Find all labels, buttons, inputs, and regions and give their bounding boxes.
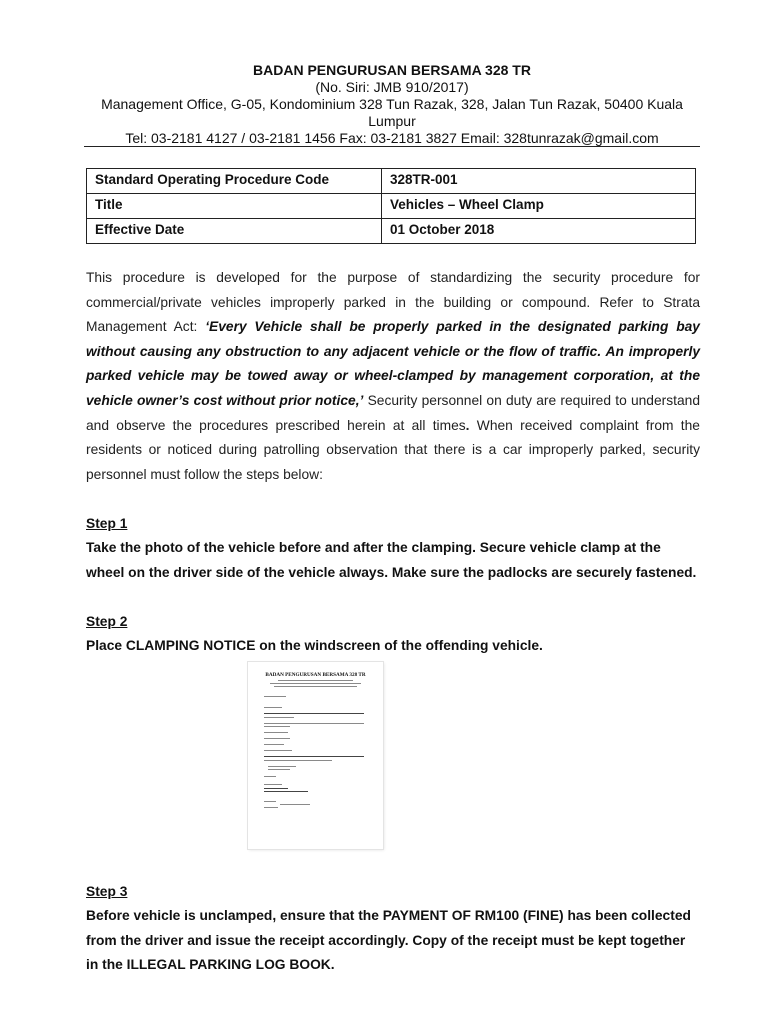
title-value: Vehicles – Wheel Clamp xyxy=(382,194,696,219)
title-label: Title xyxy=(87,194,382,219)
sop-info-table xyxy=(86,168,696,244)
intro-paragraph xyxy=(86,266,700,487)
intro-period: . xyxy=(465,417,470,433)
step-3-heading: Step 3 xyxy=(86,884,128,899)
intro-text: This procedure is developed for the purpose of standardizing the security procedure for commercial/private vehicles improperly parked in the building or compound. Refer to Strata Management Act: xyxy=(86,270,700,335)
sop-code-value: 328TR-001 xyxy=(382,169,696,194)
table-row xyxy=(87,169,696,194)
clamping-notice-image xyxy=(248,662,383,849)
header-divider xyxy=(84,146,700,147)
intro-text: Security personnel on duty are required to understand and observe the procedures prescribed herein at all times xyxy=(86,392,700,433)
letterhead xyxy=(84,62,700,147)
organization-name: BADAN PENGURUSAN BERSAMA 328 TR xyxy=(253,62,531,78)
effective-date-value: 01 October 2018 xyxy=(382,219,696,244)
step-2-heading: Step 2 xyxy=(86,614,128,629)
table-row xyxy=(87,219,696,244)
table-row xyxy=(87,194,696,219)
step-2-text: Place CLAMPING NOTICE on the windscreen of the offending vehicle. xyxy=(86,638,543,653)
sop-code-label: Standard Operating Procedure Code xyxy=(87,169,382,194)
step-1-heading: Step 1 xyxy=(86,516,128,531)
strata-act-quote: ‘Every Vehicle shall be properly parked in the designated parking bay without causing any obstruction to any adjacent vehicle or the flow of traffic. An improperly parked vehicle may be towed away or wheel-clamped by management corporation, at the vehicle owner’s cost without prior notice,’ xyxy=(86,319,700,408)
registration-number: (No. Siri: JMB 910/2017) xyxy=(315,79,469,95)
contact-details: Tel: 03-2181 4127 / 03-2181 1456 Fax: 03-2181 3827 Email: 328tunrazak@gmail.com xyxy=(125,130,659,146)
notice-title: BADAN PENGURUSAN BERSAMA 328 TR xyxy=(265,672,366,678)
effective-date-label: Effective Date xyxy=(87,219,382,244)
step-3-text: Before vehicle is unclamped, ensure that the PAYMENT OF RM100 (FINE) has been collected from the driver and issue the receipt accordingly. Copy of the receipt must be kept together in the ILLEGAL PARKING LOG BOOK. xyxy=(86,908,691,973)
office-address: Management Office, G-05, Kondominium 328 Tun Razak, 328, Jalan Tun Razak, 50400 Kuala Lumpur xyxy=(101,96,683,129)
intro-text: When received complaint from the residents or noticed during patrolling observation that there is a car improperly parked, security personnel must follow the steps below: xyxy=(86,417,700,482)
step-1-text: Take the photo of the vehicle before and after the clamping. Secure vehicle clamp at the wheel on the driver side of the vehicle always. Make sure the padlocks are securely fastened. xyxy=(86,540,697,580)
